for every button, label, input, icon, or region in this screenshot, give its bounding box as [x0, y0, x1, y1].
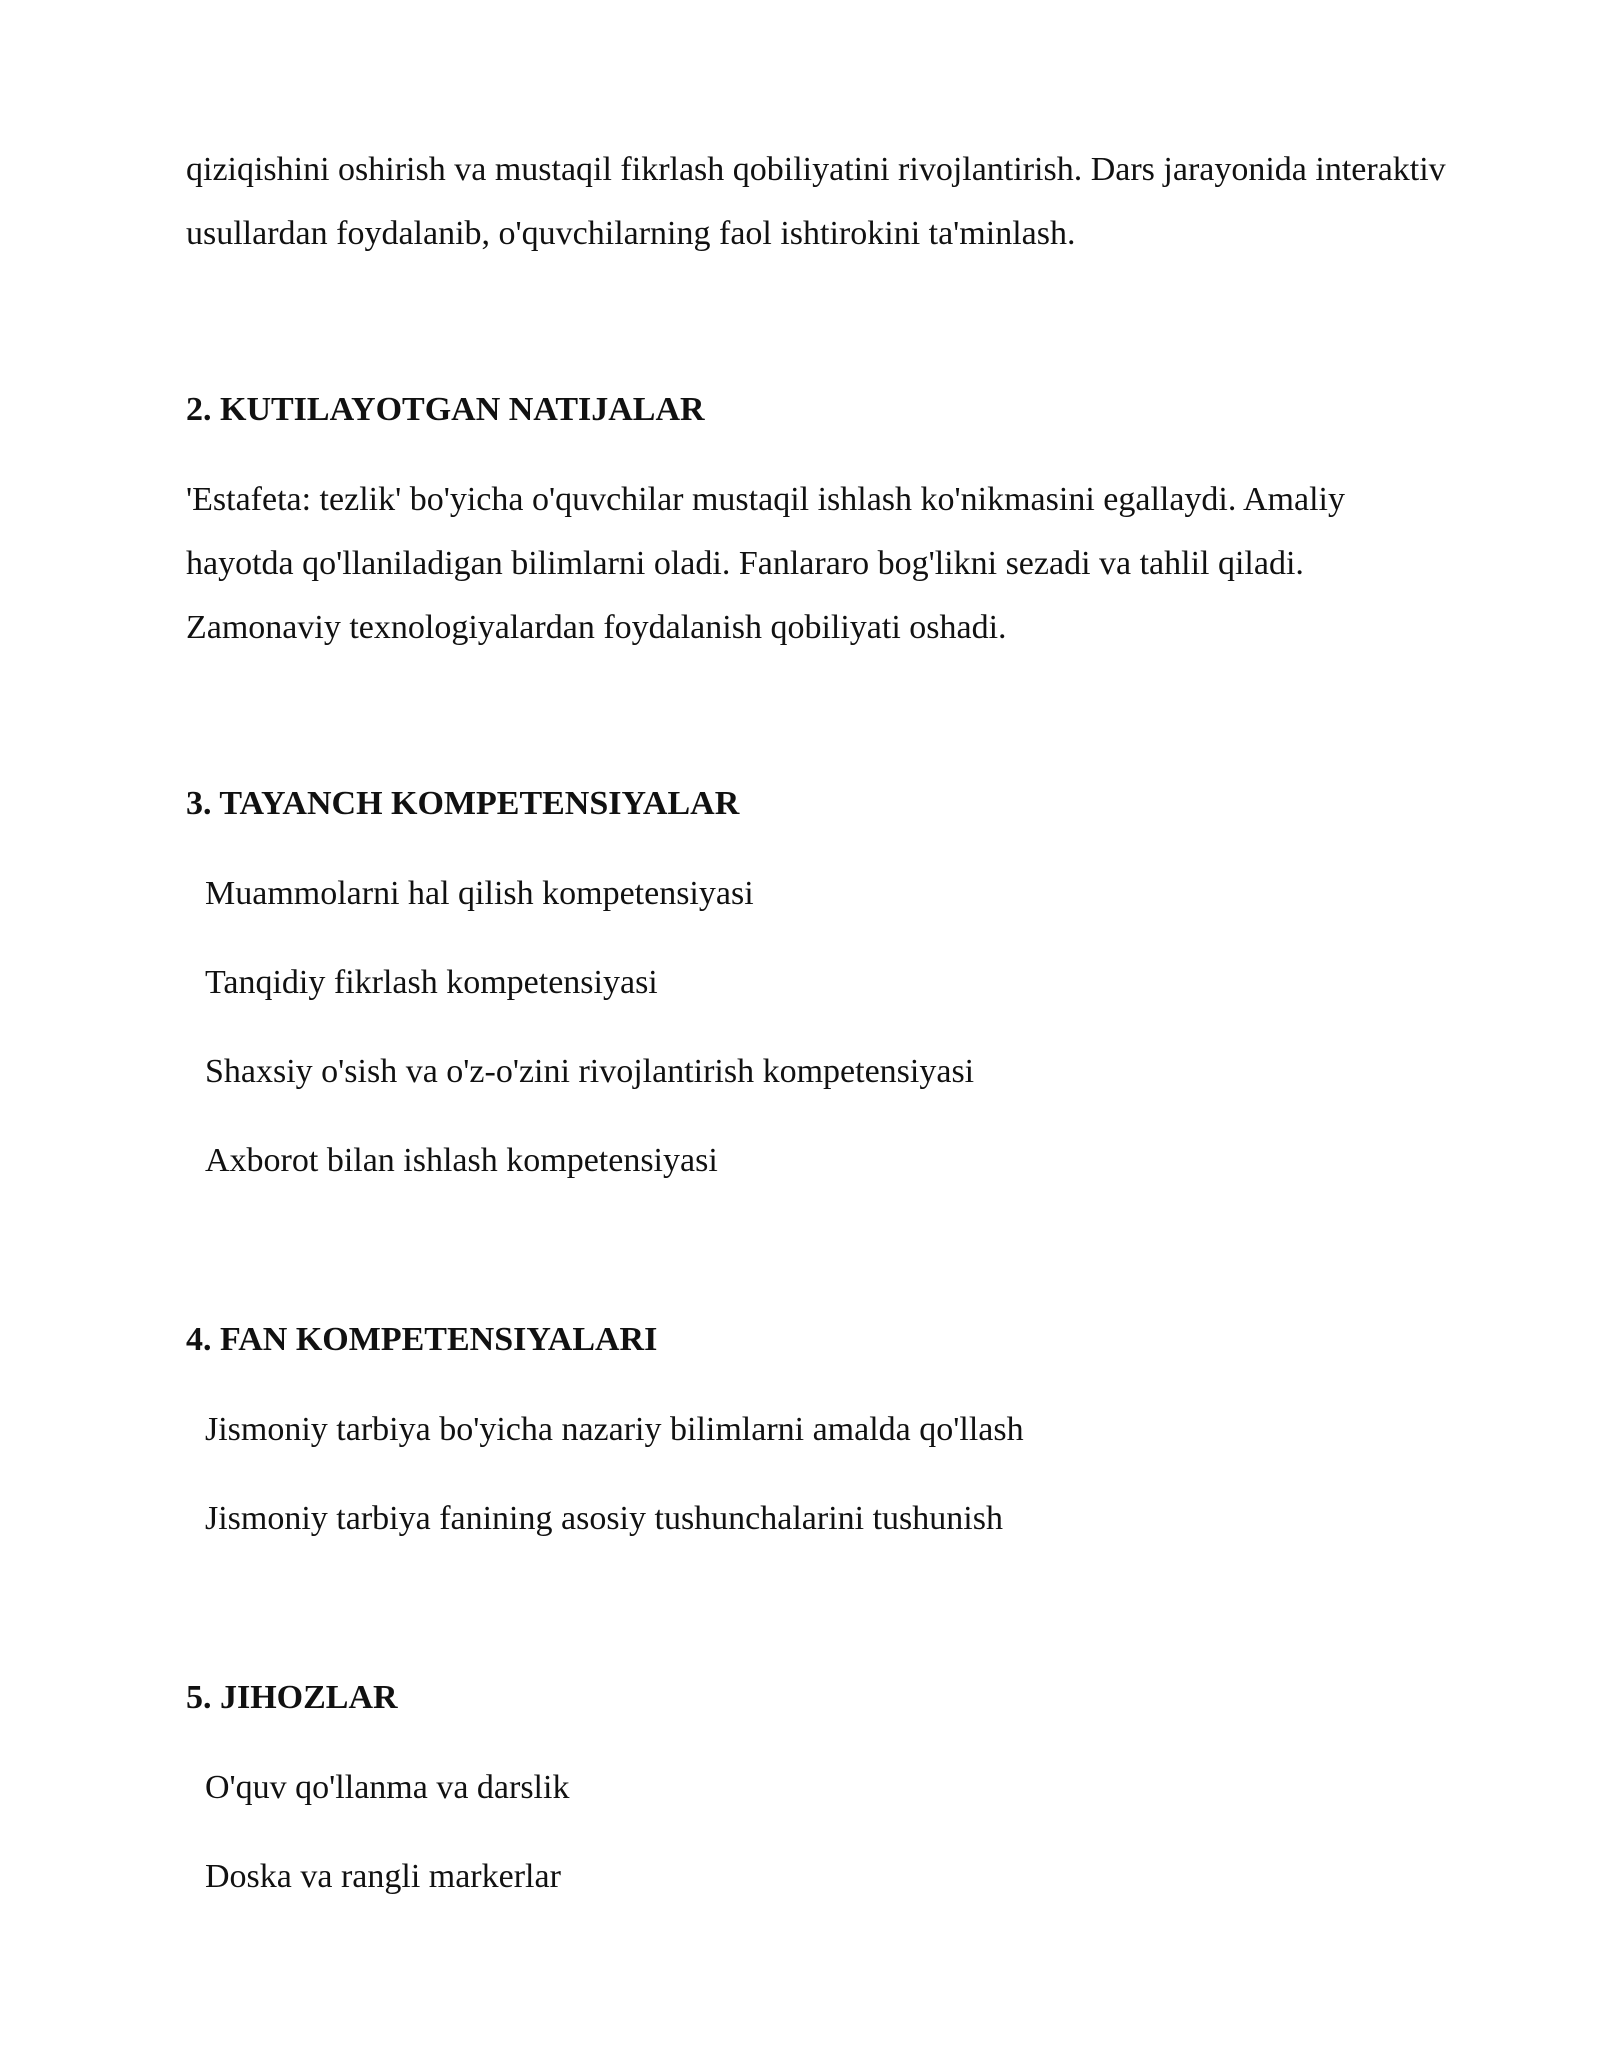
- list-item: Jismoniy tarbiya bo'yicha nazariy bilimlarni amalda qo'llash: [205, 1411, 1024, 1448]
- list-item: Jismoniy tarbiya fanining asosiy tushunchalarini tushunish: [205, 1500, 1003, 1537]
- list-item: Muammolarni hal qilish kompetensiyasi: [205, 875, 754, 912]
- list-item: O'quv qo'llanma va darslik: [205, 1769, 570, 1806]
- list-item: Axborot bilan ishlash kompetensiyasi: [205, 1142, 718, 1179]
- natijalar-paragraph: 'Estafeta: tezlik' bo'yicha o'quvchilar mustaqil ishlash ko'nikmasini egallaydi. Amaliy hayotda qo'llaniladigan bilimlarni oladi. Fanlararo bog'likni sezadi va tahlil qiladi. Zamonaviy texnologiyalardan foydalanish qobiliyati oshadi.: [186, 481, 1345, 646]
- section-heading-tayanch: 3. TAYANCH KOMPETENSIYALAR: [186, 785, 740, 822]
- section-heading-jihozlar: 5. JIHOZLAR: [186, 1679, 398, 1716]
- list-item: Tanqidiy fikrlash kompetensiyasi: [205, 964, 658, 1001]
- section-heading-natijalar: 2. KUTILAYOTGAN NATIJALAR: [186, 391, 705, 428]
- list-item: Doska va rangli markerlar: [205, 1858, 561, 1895]
- intro-paragraph: qiziqishini oshirish va mustaqil fikrlash qobiliyatini rivojlantirish. Dars jarayonida interaktiv usullardan foydalanib, o'quvchilarning faol ishtirokini ta'minlash.: [186, 151, 1446, 252]
- section-heading-fan: 4. FAN KOMPETENSIYALARI: [186, 1321, 658, 1358]
- list-item: Shaxsiy o'sish va o'z-o'zini rivojlantirish kompetensiyasi: [205, 1053, 975, 1090]
